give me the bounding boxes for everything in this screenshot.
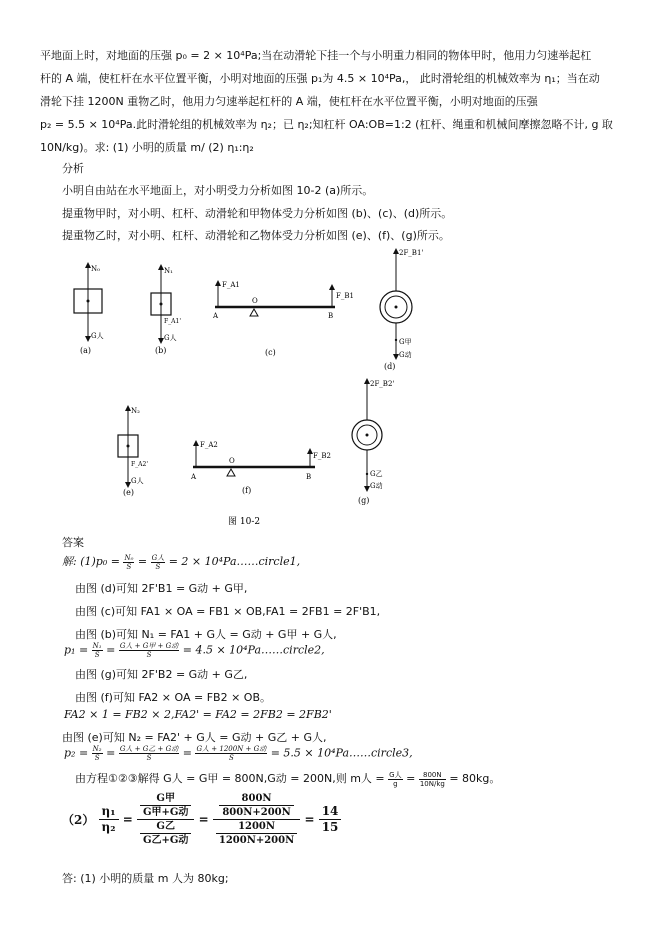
part2-label: （2） <box>62 813 95 827</box>
analysis-line-1: 小明自由站在水平地面上，对小明受力分析如图 10-2 (a)所示。 <box>62 184 374 197</box>
label-O-c: O <box>252 297 258 305</box>
label-FB1: F_B1 <box>336 292 354 300</box>
analysis-line-2: 提重物甲时，对小明、杠杆、动滑轮和甲物体受力分析如图 (b)、(c)、(d)所示。 <box>62 207 453 220</box>
caption-e: (e) <box>123 488 134 497</box>
frac-N2-S: $\frac{\text{N₂}}{S}$ <box>92 745 102 762</box>
caption-b: (b) <box>155 346 167 355</box>
answer-step-2: 由图 (d)可知 2F'B1 = G动 + G甲, <box>75 582 248 595</box>
caption-g: (g) <box>358 496 370 505</box>
problem-line-5: 10N/kg)。求: (1) 小明的质量 m/ (2) η₁:η₂ <box>40 141 254 154</box>
answer-step-1: 解: (1)p₀ = $\frac{\text{N₀}}{S}$ = $\frac{\text{G人}}{S}$ = 2 × 10⁴Pa……circle1, <box>62 553 301 571</box>
answer-step-10: p₂ = $\frac{\text{N₂}}{S}$ = $\frac{\text{G人 + G乙 + G动}}{S}$ = $\frac{\text{G人 + 1200N + G动}}{S}$ = 5.5 × 10⁴Pa……circle3, <box>64 745 413 762</box>
caption-f: (f) <box>242 486 252 495</box>
answer-step-4: 由图 (b)可知 N₁ = FA1 + G人 = G动 + G甲 + G人, <box>75 628 337 641</box>
label-A-f: A <box>191 473 197 481</box>
label-G-person-a: G人 <box>91 332 104 340</box>
frac-800-10: $\frac{800N}{10N/kg}$ <box>419 770 445 788</box>
label-G-dong-g: G动 <box>370 482 383 490</box>
figure-10-2 <box>60 245 460 530</box>
diagram-a <box>74 265 104 355</box>
frac-result: $\frac{14}{15}$ <box>319 804 342 835</box>
label-N1: N₁ <box>164 267 173 275</box>
label-B-c: B <box>328 312 334 320</box>
caption-a: (a) <box>80 346 92 355</box>
frac-N1-S: $\frac{\text{N₁}}{S}$ <box>92 642 102 659</box>
label-G-yi: G乙 <box>370 470 383 478</box>
figure-svg <box>60 245 460 530</box>
caption-c: (c) <box>265 348 276 357</box>
label-FA2: F_A2 <box>200 441 218 449</box>
caption-d: (d) <box>384 362 396 371</box>
step5-lead: p₁ = <box>64 643 89 657</box>
frac-sum1-S: $\frac{\text{G人 + G甲 + G动}}{S}$ <box>119 642 179 659</box>
answer-step-9: 由图 (e)可知 N₂ = FA2' + G人 = G动 + G乙 + G人, <box>62 731 327 744</box>
label-G-dong-d: G动 <box>399 351 412 359</box>
label-FA2-prime: F_A2' <box>131 461 148 468</box>
step1-lead: 解: (1)p₀ = <box>62 555 120 568</box>
answer-part-2: （2） $\frac{\text{η₁}}{\text{η₂}}$ = $\frac{\frac{\text{G甲}}{\text{G甲+G动}}}{\frac{\text{G乙}}{\text{G乙+G动}}}$ = $\frac{\frac{800N}{800N+200N}}{\frac{1200N}{1200N+200N}}$ = $\frac{14}{15}$ <box>62 792 341 847</box>
problem-line-4: p₂ = 5.5 × 10⁴Pa.此时滑轮组的机械效率为 η₂；已 η₂;知杠杆 OA:OB=1:2 (杠杆、绳重和机械间摩擦忽略不计, g 取 <box>40 118 613 131</box>
answer-step-11: 由方程①②③解得 G人 = G甲 = 800N,G动 = 200N,则 m人 = $\frac{\text{G人}}{g}$ = $\frac{800N}{10N/kg}$ = 80kg。 <box>75 770 501 788</box>
problem-line-3: 滑轮下挂 1200N 重物乙时，他用力匀速举起杠杆的 A 端，使杠杆在水平位置平衡，小明对地面的压强 <box>40 95 538 108</box>
diagram-d <box>380 249 423 371</box>
figure-caption: 图 10-2 <box>228 517 261 527</box>
step10-tail: = 5.5 × 10⁴Pa……circle3, <box>270 746 413 760</box>
diagram-e <box>118 407 148 497</box>
label-2FB2-prime: 2F_B2' <box>370 380 395 388</box>
frac-G-g: $\frac{\text{G人}}{g}$ <box>389 770 402 788</box>
step1-tail: = 2 × 10⁴Pa……circle1, <box>168 555 301 568</box>
label-G-person-e: G人 <box>131 477 144 485</box>
problem-line-1: 平地面上时，对地面的压强 p₀ = 2 × 10⁴Pa;当在动滑轮下挂一个与小明重力相同的物体甲时，他用力匀速举起杠 <box>40 49 592 62</box>
label-A-c: A <box>213 312 219 320</box>
answer-step-5: p₁ = $\frac{\text{N₁}}{S}$ = $\frac{\text{G人 + G甲 + G动}}{S}$ = 4.5 × 10⁴Pa……circle2, <box>64 642 325 659</box>
answer-heading: 答案 <box>62 536 84 549</box>
label-G-person-b: G人 <box>164 334 177 342</box>
frac-N0-S: $\frac{\text{N₀}}{S}$ <box>124 553 134 571</box>
frac-sum2n-S: $\frac{\text{G人 + 1200N + G动}}{S}$ <box>196 745 267 762</box>
label-G-jia: G甲 <box>399 338 412 346</box>
label-FA1: F_A1 <box>222 281 240 289</box>
label-N2: N₂ <box>131 407 140 415</box>
answer-step-6: 由图 (g)可知 2F'B2 = G动 + G乙, <box>75 668 248 681</box>
frac-ratio-expr: $\frac{\frac{\text{G甲}}{\text{G甲+G动}}}{\frac{\text{G乙}}{\text{G乙+G动}}}$ <box>137 792 194 847</box>
step5-tail: = 4.5 × 10⁴Pa……circle2, <box>182 643 325 657</box>
frac-sum2-S: $\frac{\text{G人 + G乙 + G动}}{S}$ <box>119 745 179 762</box>
step11-lead: 由方程①②③解得 G人 = G甲 = 800N,G动 = 200N,则 m人 = <box>75 772 385 785</box>
label-FA1-prime: F_A1' <box>164 318 181 325</box>
diagram-b <box>151 267 181 355</box>
final-answer: 答: (1) 小明的质量 m 人为 80kg; <box>62 872 229 885</box>
frac-ratio-values: $\frac{\frac{800N}{800N+200N}}{\frac{1200N}{1200N+200N}}$ <box>213 792 300 847</box>
answer-step-7: 由图 (f)可知 FA2 × OA = FB2 × OB。 <box>75 691 271 704</box>
answer-step-8: FA2 × 1 = FB2 × 2,FA2' = FA2 = 2FB2 = 2FB2' <box>64 708 332 721</box>
label-FB2: F_B2 <box>313 452 331 460</box>
diagram-c <box>212 281 354 357</box>
label-N0: N₀ <box>91 265 100 273</box>
diagram-f <box>190 441 331 495</box>
label-2FB1-prime: 2F_B1' <box>399 249 424 257</box>
problem-line-2: 杆的 A 端，使杠杆在水平位置平衡，小明对地面的压强 p₁为 4.5 × 10⁴Pa,， 此时滑轮组的机械效率为 η₁；当在动 <box>40 72 600 85</box>
step10-lead: p₂ = <box>64 746 89 760</box>
analysis-heading: 分析 <box>62 162 84 175</box>
step11-tail: = 80kg。 <box>449 772 501 785</box>
label-B-f: B <box>306 473 312 481</box>
frac-G-S: $\frac{\text{G人}}{S}$ <box>151 553 165 571</box>
analysis-line-3: 提重物乙时，对小明、杠杆、动滑轮和乙物体受力分析如图 (e)、(f)、(g)所示。 <box>62 229 450 242</box>
frac-eta: $\frac{\text{η₁}}{\text{η₂}}$ <box>99 804 119 835</box>
answer-step-3: 由图 (c)可知 FA1 × OA = FB1 × OB,FA1 = 2FB1 = 2F'B1, <box>75 605 381 618</box>
label-O-f: O <box>229 457 235 465</box>
diagram-g <box>352 380 394 505</box>
